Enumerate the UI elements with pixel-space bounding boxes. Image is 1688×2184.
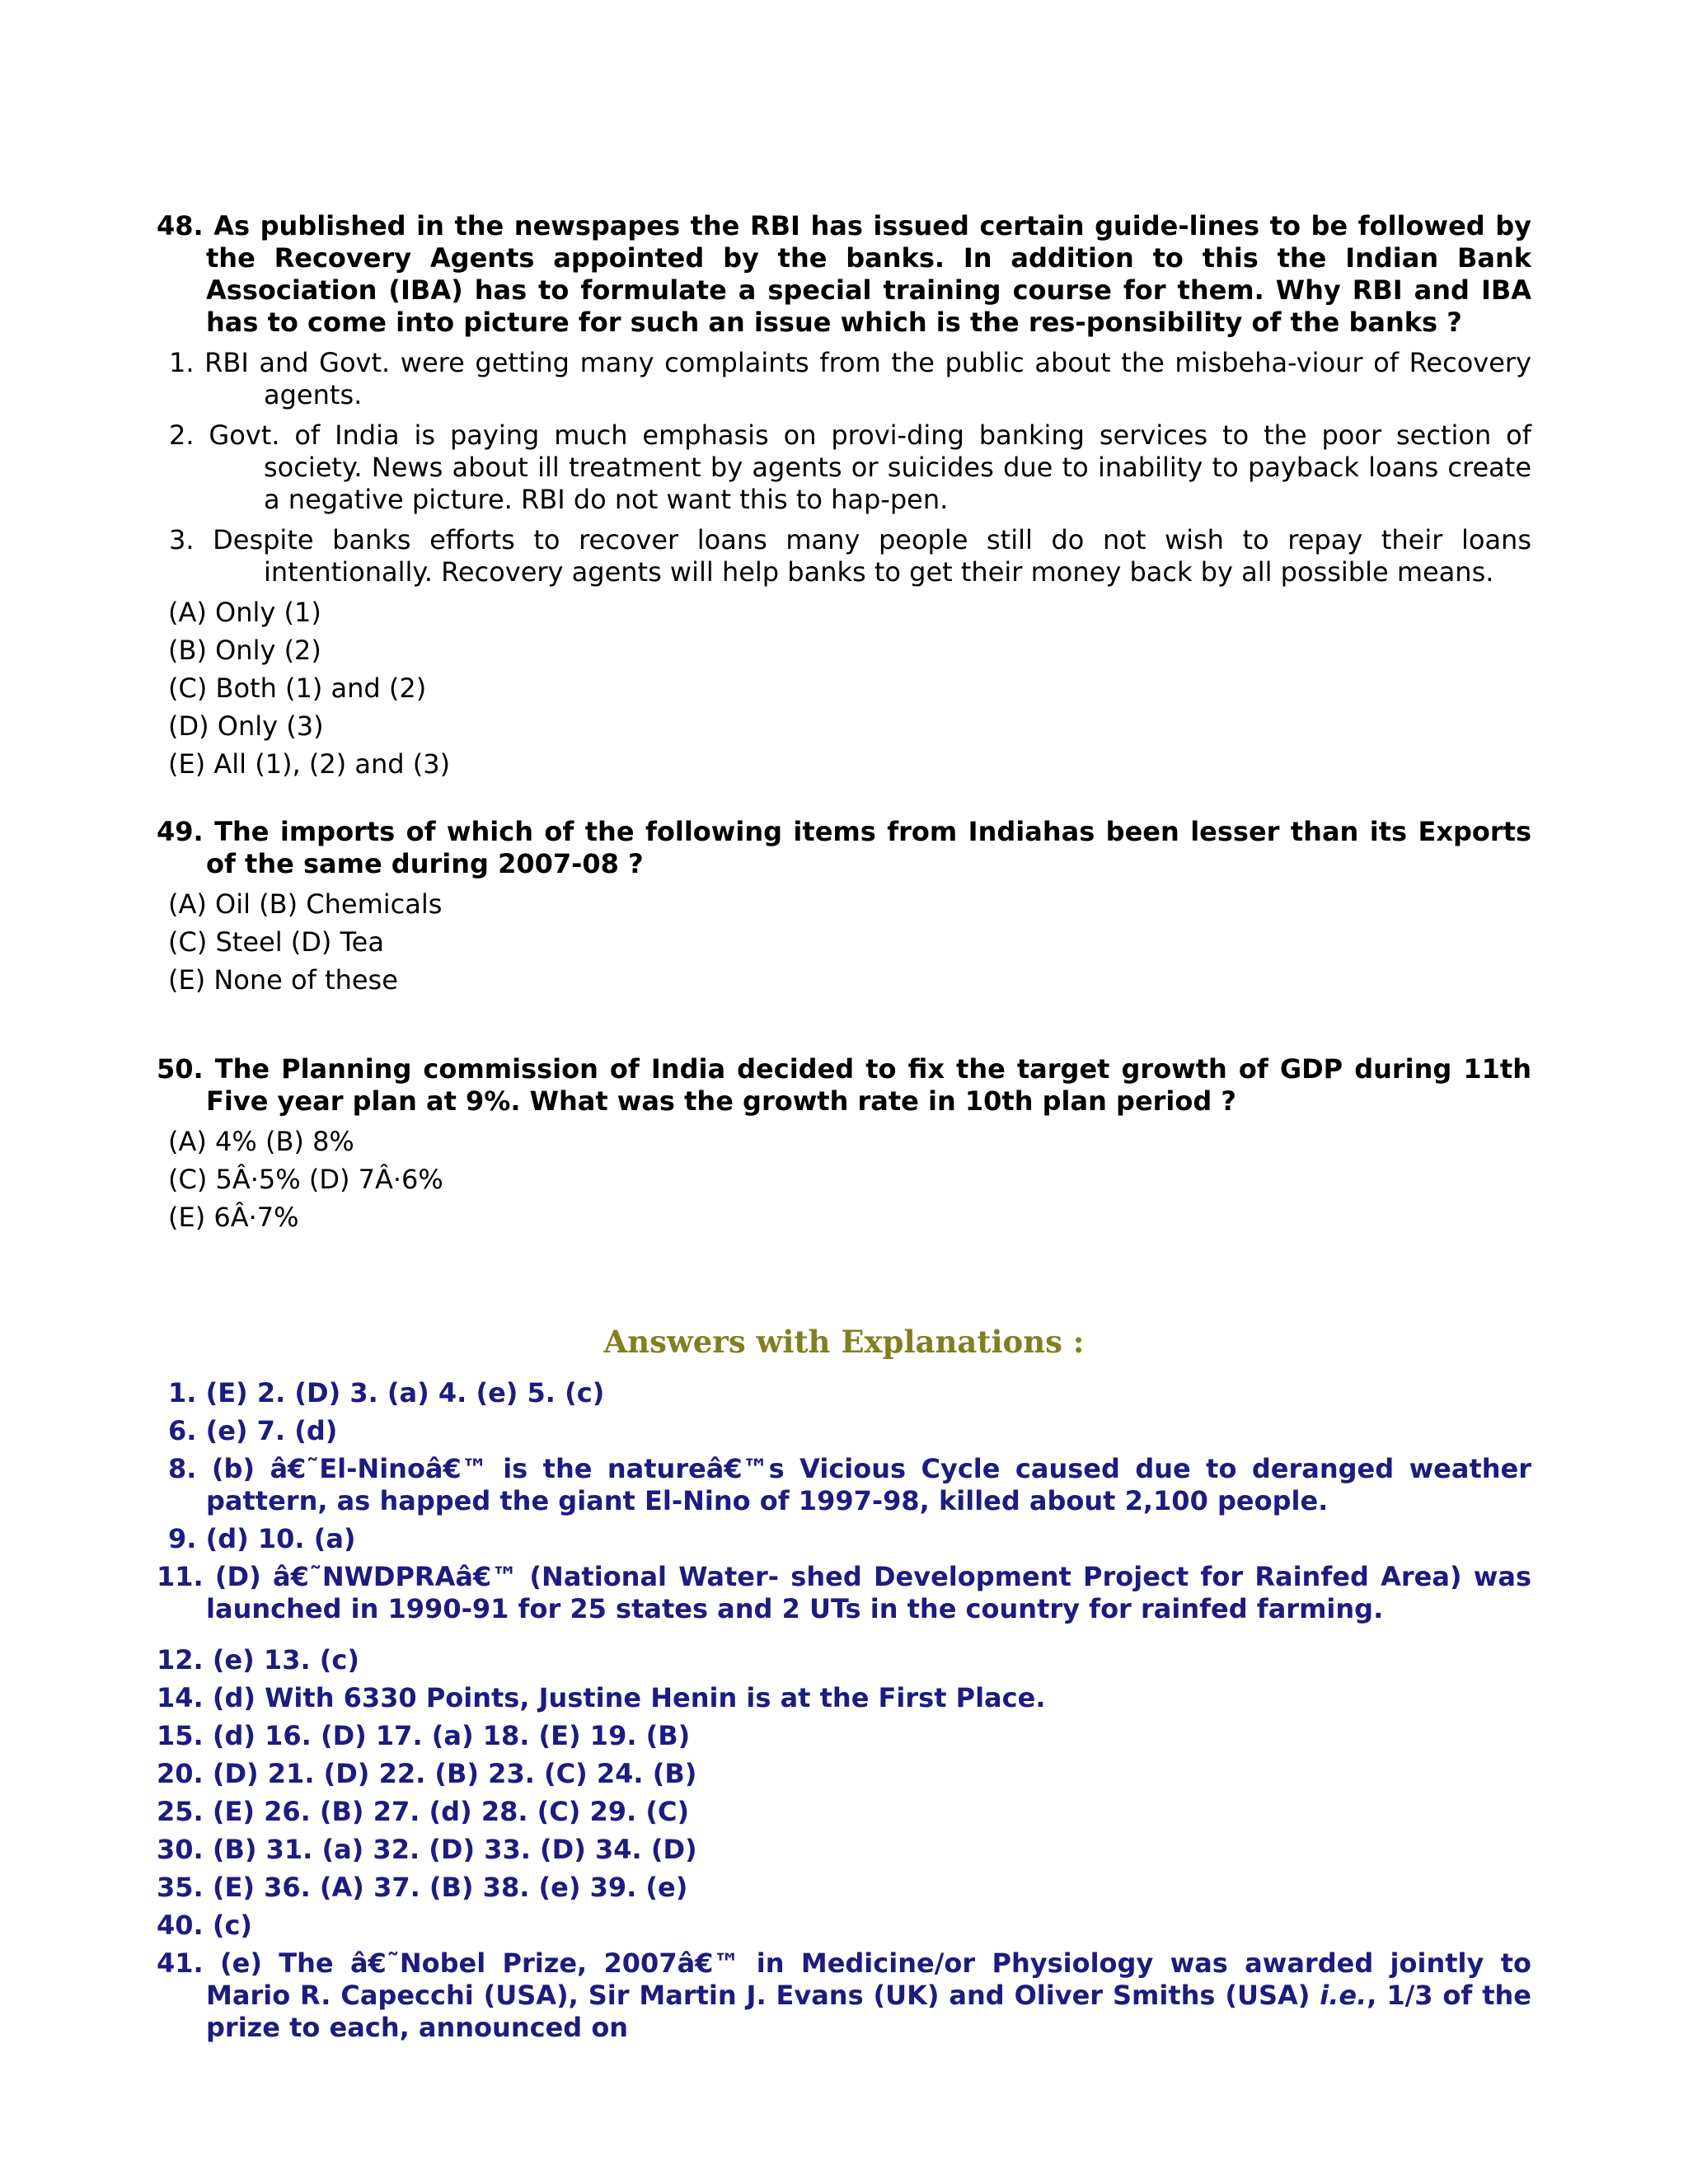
answer-line: 40. (c) bbox=[157, 1910, 253, 1941]
answer-line: 35. (E) 36. (A) 37. (B) 38. (e) 39. (e) bbox=[157, 1872, 688, 1903]
answer-line: 1. (E) 2. (D) 3. (a) 4. (e) 5. (c) bbox=[168, 1377, 605, 1408]
option-e: (E) None of these bbox=[168, 964, 398, 996]
question-50-options bbox=[157, 1122, 1531, 1236]
answer-line: 20. (D) 21. (D) 22. (B) 23. (C) 24. (B) bbox=[157, 1758, 697, 1789]
option-d: (D) Only (3) bbox=[168, 710, 324, 742]
question-48-options bbox=[157, 593, 1531, 783]
question-50 bbox=[157, 1053, 1531, 1236]
answer-explanation-14: 14. (d) With 6330 Points, Justine Henin is at the First Place. bbox=[157, 1682, 1046, 1713]
document-page bbox=[157, 210, 1532, 2043]
answer-41-italic: i.e. bbox=[1320, 1980, 1367, 2011]
answer-line: 25. (E) 26. (B) 27. (d) 28. (C) 29. (C) bbox=[157, 1796, 690, 1827]
option-e: (E) All (1), (2) and (3) bbox=[168, 748, 451, 780]
answers-section bbox=[157, 1323, 1531, 2050]
answer-line: 15. (d) 16. (D) 17. (a) 18. (E) 19. (B) bbox=[157, 1720, 691, 1751]
question-49-text: 49. The imports of which of the following items from Indiahas been lesser than its Exports of the same during 2007-08 ? bbox=[157, 816, 1531, 879]
statement-2: 2. Govt. of India is paying much emphasis on provi-ding banking services to the poor section of society. News about ill treatment by agents or suicides due to inability to payback loans create a negative picture. RBI do not want this to hap-pen. bbox=[169, 419, 1531, 515]
option-a: (A) Only (1) bbox=[168, 597, 321, 628]
option-cd: (C) Steel (D) Tea bbox=[168, 926, 384, 958]
option-ab: (A) 4% (B) 8% bbox=[168, 1126, 354, 1157]
answer-line: 9. (d) 10. (a) bbox=[168, 1523, 356, 1554]
option-ab: (A) Oil (B) Chemicals bbox=[168, 888, 443, 920]
question-50-text: 50. The Planning commission of India decided to fix the target growth of GDP during 11th Five year plan at 9%. What was the growth rate in 10th plan period ? bbox=[157, 1053, 1531, 1117]
answers-heading: Answers with Explanations : bbox=[603, 1324, 1085, 1360]
answer-explanation-8: 8. (b) â€˜El-Ninoâ€™ is the natureâ€™s Vicious Cycle caused due to deranged weather pattern, as happed the giant El-Nino of 1997-98, killed about 2,100 people. bbox=[168, 1453, 1531, 1516]
option-e: (E) 6Â·7% bbox=[168, 1202, 299, 1233]
question-48 bbox=[157, 210, 1531, 783]
answer-41-text: 41. (e) The â€˜Nobel Prize, 2007â€™ in Medicine/or Physiology was awarded jointly to Mario R. Capecchi (USA), Sir Martin J. Evans (UK) and Oliver Smiths (USA) bbox=[157, 1947, 1531, 2011]
answer-line: 6. (e) 7. (d) bbox=[168, 1415, 338, 1446]
statement-1: 1. RBI and Govt. were getting many complaints from the public about the misbeha-viour of Recovery agents. bbox=[169, 347, 1531, 410]
answer-line: 30. (B) 31. (a) 32. (D) 33. (D) 34. (D) bbox=[157, 1834, 697, 1865]
answer-line: 12. (e) 13. (c) bbox=[157, 1644, 359, 1675]
option-c: (C) Both (1) and (2) bbox=[168, 673, 427, 704]
option-cd: (C) 5Â·5% (D) 7Â·6% bbox=[168, 1164, 443, 1195]
option-b: (B) Only (2) bbox=[168, 635, 321, 666]
answer-explanation-11: 11. (D) â€˜NWDPRAâ€™ (National Water- shed Development Project for Rainfed Area) was launched in 1990-91 for 25 states and 2 UTs in the country for rainfed farming. bbox=[157, 1561, 1531, 1624]
question-48-text: 48. As published in the newspapes the RBI has issued certain guide-lines to be followed by the Recovery Agents appointed by the banks. In addition to this the Indian Bank Association (IBA) has to formulate a special training course for them. Why RBI and IBA has to come into picture for such an issue which is the res-ponsibility of the banks ? bbox=[157, 210, 1531, 338]
question-49 bbox=[157, 816, 1531, 999]
answer-41-text-end: , 1/3 of the prize to each, announced on bbox=[206, 1980, 1532, 2043]
statement-3: 3. Despite banks efforts to recover loans many people still do not wish to repay their loans intentionally. Recovery agents will help banks to get their money back by all possible means. bbox=[169, 524, 1531, 588]
question-49-options bbox=[157, 885, 1531, 999]
answer-explanation-41 bbox=[157, 1947, 1531, 2044]
